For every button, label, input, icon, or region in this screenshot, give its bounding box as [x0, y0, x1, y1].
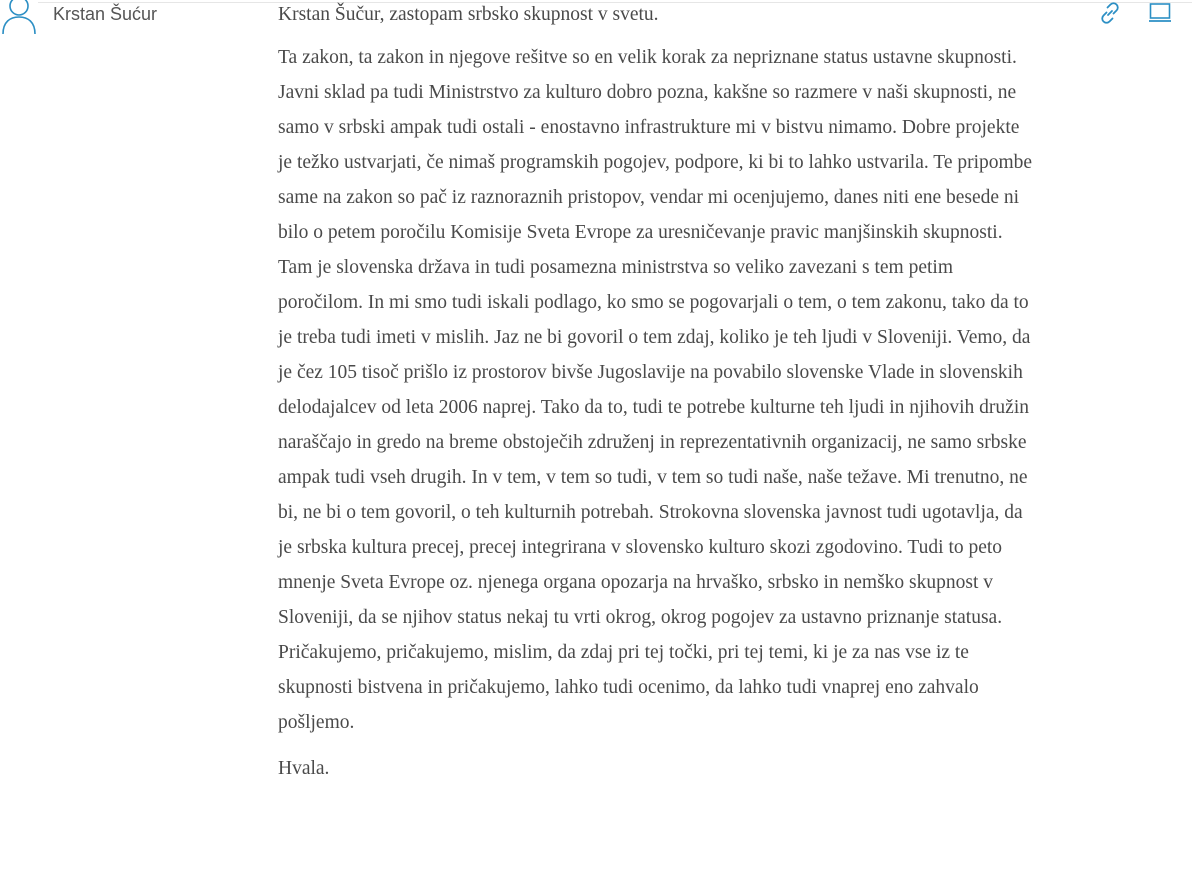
speech-paragraph-main: Ta zakon, ta zakon in njegove rešitve so en velik korak za nepriznane status ustavne skupnosti. Javni sklad pa tudi Ministrstvo za kulturo dobro pozna, kakšne so razmere v naši skupnosti, ne samo v srbski ampak tudi ostali - enostavno infrastrukture mi v bistvu nimamo. Dobre projekte je težko ustvarjati, če nimaš programskih pogojev, podpore, ki bi to lahko ustvarila. Te pripombe same na zakon so pač iz raznoraznih pristopov, vendar mi ocenjujemo, danes niti ene besede ni bilo o petem poročilu Komisije Sveta Evrope za uresničevanje pravic manjšinskih skupnosti. Tam je slovenska država in tudi posamezna ministrstva so veliko zavezani s tem petim poročilom. In mi smo tudi iskali podlago, ko smo se pogovarjali o tem, o tem zakonu, tako da to je treba tudi imeti v mislih. Jaz ne bi govoril o tem zdaj, koliko je teh ljudi v Sloveniji. Vemo, da je čez 105 tisoč prišlo iz prostorov bivše Jugoslavije na povabilo slovenske Vlade in slovenskih delodajalcev od leta 2006 naprej. Tako da to, tudi te potrebe kulturne teh ljudi in njihovih družin naraščajo in gredo na breme obstoječih združenj in reprezentativnih organizacij, ne samo srbske ampak tudi vseh drugih. In v tem, v tem so tudi, v tem so tudi naše, naše težave. Mi trenutno, ne bi, ne bi o tem govoril, o teh kulturnih potrebah. Strokovna slovenska javnost tudi ugotavlja, da je srbska kultura precej, precej integrirana v slovensko kulturo skozi zgodovino. Tudi to peto mnenje Sveta Evrope oz. njenega organa opozarja na hrvaško, srbsko in nemško skupnost v Sloveniji, da se njihov status nekaj tu vrti okrog, okrog pogojev za ustavno priznanje statusa. Pričakujemo, pričakujemo, mislim, da zdaj pri tej točki, pri tej temi, ki je za nas vse iz te skupnosti bistvena in pričakujemo, lahko tudi ocenimo, da lahko tudi vnaprej eno zahvalo pošljemo. — [278, 47, 1033, 733]
speech-body — [278, 0, 1038, 797]
speaker-avatar[interactable] — [0, 0, 40, 36]
monitor-icon — [1147, 0, 1173, 26]
speech-paragraph-intro: Krstan Šučur, zastopam srbsko skupnost v svetu. — [278, 4, 659, 25]
user-outline-icon — [0, 0, 40, 36]
copy-link-button[interactable] — [1097, 0, 1123, 26]
link-icon — [1097, 0, 1123, 26]
speaker-name[interactable]: Krstan Šućur — [53, 4, 158, 24]
speech-paragraph-closing: Hvala. — [278, 758, 330, 779]
view-video-button[interactable] — [1147, 0, 1173, 26]
